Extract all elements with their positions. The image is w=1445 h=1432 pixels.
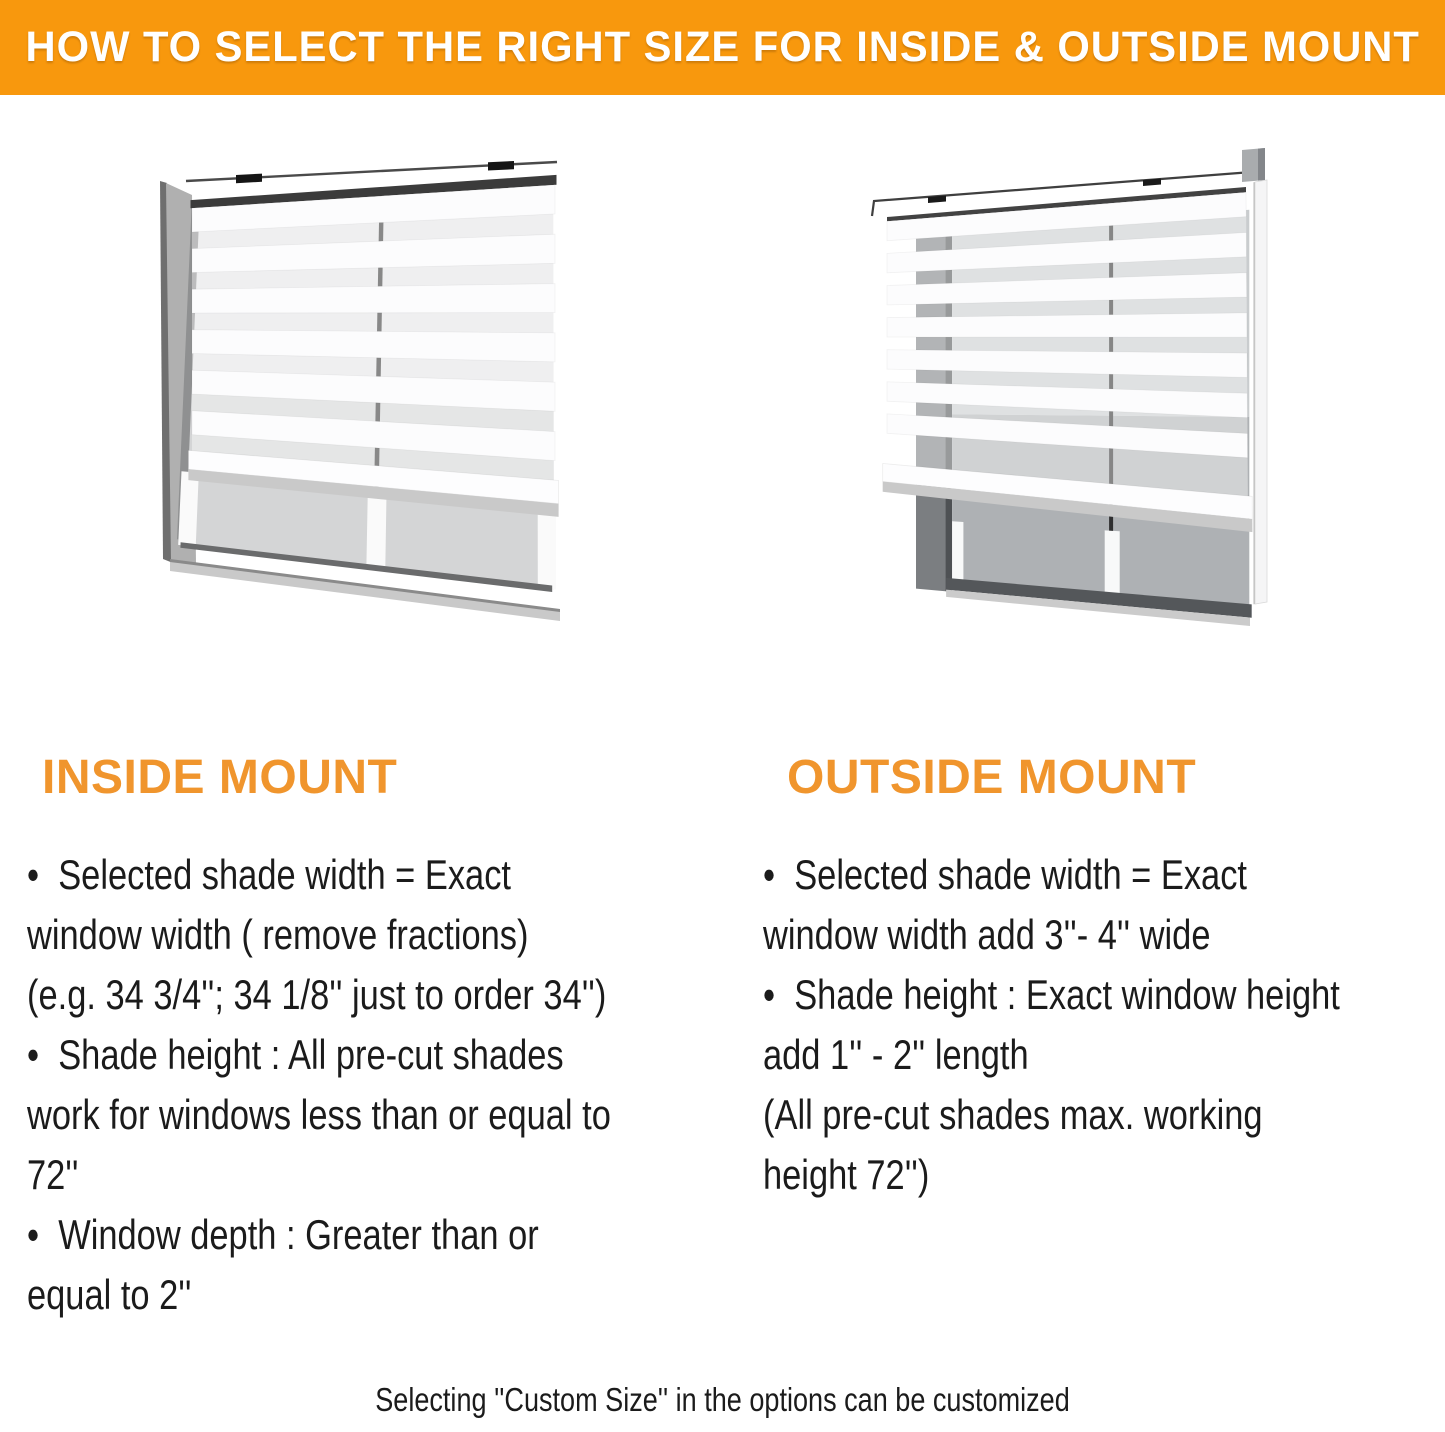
- custom-size-note-text: Selecting ''Custom Size'' in the options can be customized: [375, 1381, 1070, 1418]
- spec-line: work for windows less than or equal to: [27, 1091, 611, 1138]
- spec-line: (All pre-cut shades max. working: [763, 1091, 1263, 1138]
- inside-mount-window-graphic: [148, 148, 578, 638]
- custom-size-note: [0, 1381, 1445, 1419]
- inside-mount-illustration: [148, 148, 578, 638]
- spec-line: 72'': [27, 1151, 79, 1198]
- spec-line: window width add 3''- 4'' wide: [763, 911, 1211, 958]
- outside-mount-specs: [763, 845, 1445, 1205]
- spec-line: add 1'' - 2'' length: [763, 1031, 1029, 1078]
- spec-line: height 72''): [763, 1151, 930, 1198]
- spec-line: • Window depth : Greater than or: [27, 1211, 539, 1258]
- outside-mount-heading: OUTSIDE MOUNT: [787, 751, 1197, 804]
- spec-line: • Selected shade width = Exact: [763, 851, 1247, 898]
- spec-line: • Selected shade width = Exact: [27, 851, 511, 898]
- banner: [0, 0, 1445, 95]
- outside-mount-illustration: [852, 138, 1282, 638]
- inside-mount-heading: INSIDE MOUNT: [42, 751, 398, 804]
- spec-line: • Shade height : All pre-cut shades: [27, 1031, 564, 1078]
- spec-line: • Shade height : Exact window height: [763, 971, 1340, 1018]
- inside-mount-specs: [27, 845, 747, 1325]
- banner-title: HOW TO SELECT THE RIGHT SIZE FOR INSIDE & OUTSIDE MOUNT: [25, 23, 1420, 71]
- spec-line: equal to 2'': [27, 1271, 192, 1318]
- spec-line: window width ( remove fractions): [27, 911, 529, 958]
- spec-line: (e.g. 34 3/4''; 34 1/8'' just to order 34''): [27, 971, 607, 1018]
- outside-mount-window-graphic: [852, 138, 1282, 638]
